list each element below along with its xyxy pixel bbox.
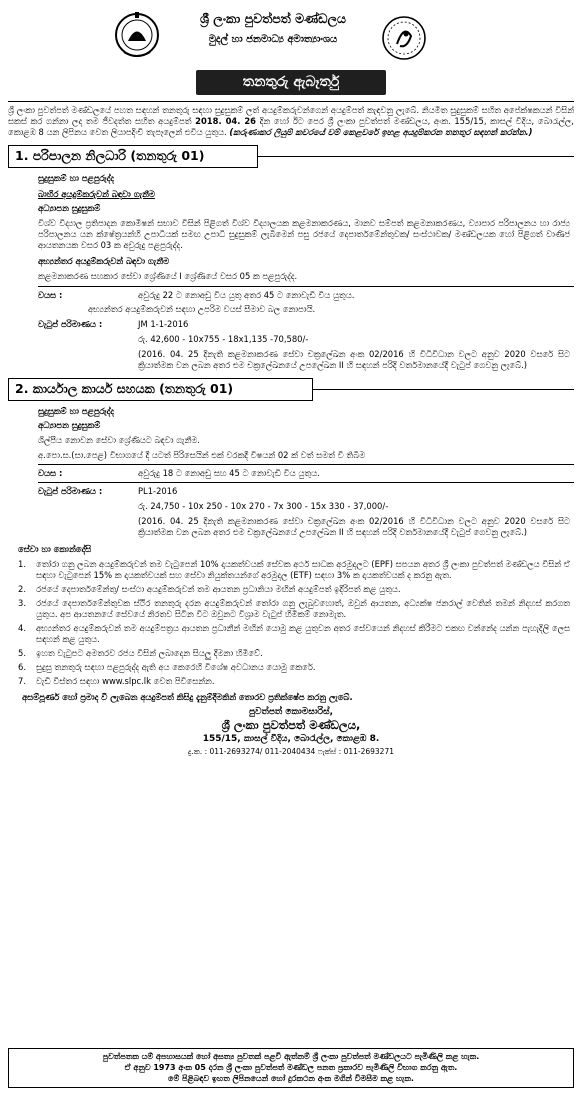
intro-line1: ශ්‍රී ලංකා පුවත්පත් මණ්ඩලයේ පහත සඳහන් තනතුරු සඳහා සුදුසුකම් ලත් අයදුම්කරුවන්ගෙන් අයදුම්පත් කැඳවනු ලැබේ. නියමිත සුදුසුකම් සහිත අපේක්ෂකයන් විසින් සකස් කර ගන්නා ලද තම ජීවදත්ත සහිත අයදුම්පත් — [8, 105, 574, 127]
list-item: 5. ඉහත වැටුපට අමතරව රජය විසින් ලබාදෙන සියලු දීමනා හිමිවේ. — [18, 648, 263, 659]
post1-salary-code: JM 1-1-2016 — [138, 318, 189, 329]
press-council-logo-icon — [380, 14, 428, 62]
post2-edu-heading: අධ්‍යාපන සුදුසුකම් — [38, 419, 101, 430]
post1-salary-row — [38, 319, 574, 330]
terms-list — [18, 559, 570, 688]
post2-age-row — [38, 464, 574, 479]
post2-salary-code: PL1-2016 — [138, 486, 178, 497]
list-item: 4. අභ්‍යන්තර අයදුම්කරුවන් තම අයදුම්පත්‍රය ආයතන ප්‍රධානීන් මඟින් යොමු කළ යුතුවන අතර සේවයෙන් නිදහස් කිරීමට එකඟ වන්නේද යන්න පැහැදිලි ලෙස සඳහන් කළ යුතුය. — [18, 623, 570, 645]
intro-paragraph — [8, 101, 574, 138]
post2-salary-row — [38, 482, 574, 497]
post2-edu-text2: අ.පො.ස.(සා.පෙළ) විභාගයේ දී යටත් පිරිසෙයින් එක් වරකදී විෂයන් 02 ක් වත් සමත් වී තිබීම — [38, 449, 366, 460]
post1-divider — [258, 156, 574, 157]
rejection-notice: අසම්පූර්ණ හෝ ප්‍රමාද වී ලැබෙන අයදුම්පත් කිසිදු දැනුම්දීමකින් තොරව ප්‍රතික්ෂේප කරනු ලැබේ. — [22, 692, 353, 703]
signature-block — [8, 707, 574, 758]
post2-salary-label: වැටුප් පරිමාණය : — [38, 486, 103, 497]
header — [8, 6, 574, 66]
contact-numbers: දු.ක. : 011-2693274/ 011-2040434 ෆැක්ස් : 011-2693271 — [188, 747, 394, 757]
complaint-footer — [8, 1048, 574, 1088]
footer-line3: මේ පිළිබඳව ඉහත ලිපිනයෙන් හෝ දුරකථන අංක මගින් විමසීම කළ හැක. — [168, 1073, 414, 1083]
post1-salary-scale: රු. 42,600 - 10x755 - 18x1,135 -70,580/- — [138, 333, 309, 344]
post2-salary-scale: රු. 24,750 - 10x 250 - 10x 270 - 7x 300 - 15x 330 - 37,000/- — [138, 501, 389, 512]
post1-edu-text: විශ්ව විද්‍යාල ප්‍රතිපාදන කොමිෂන් සභාව විසින් පිළිගත් විශ්ව විද්‍යාලයක කළමනාකරණය, මානව සම්පත් කළමනාකරණය, ව්‍යාපාර පරිපාලනය හා රාජ්‍ය පරිපාලනය යන ක්ෂේත්‍රයන්හි උපාධියක් සමඟ උපාධි සුදුසුකම් ලැබීමෙන් පසු රජයේ දෙපාර්තමේන්තුවක/ සංස්ථාවක/ මණ්ඩලයක හෝ පිළිගත් වාණිජ ආයතනයක වසර 03 ක අවුරුදු පළපුරුද්ද. — [38, 218, 570, 251]
ministry-name: මුදල් හා ජනමාධ්‍ය අමාත්‍යාංශය — [208, 34, 338, 45]
post1-edu-heading: අධ්‍යාපන සුදුසුකම් — [38, 202, 101, 213]
post1-salary-label: වැටුප් පරිමාණය : — [38, 318, 103, 329]
post1-internal-heading: අභ්‍යන්තර අයදුම්කරුවන් බඳවා ගැනීම — [38, 256, 170, 267]
list-item: 7. වැඩි විස්තර සඳහා www.slpc.lk වෙත පිවිසෙන්න. — [18, 676, 215, 687]
footer-line2: ඒ අනුව 1973 අංක 05 දරන ශ්‍රී ලංකා පුවත්පත් මණ්ඩල පනත ප්‍රකාරව පැමිණිලි විභාග කරනු ඇත. — [124, 1062, 458, 1072]
org-title: ශ්‍රී ලංකා පුවත්පත් මණ්ඩලය — [200, 11, 346, 26]
footer-line1: පුවත්පතක යම් අපහාසයක් හෝ අසත්‍ය පුවතක් පළවී ඇත්නම් ශ්‍රී ලංකා පුවත්පත් මණ්ඩලයට පැමිණිලි කළ හැක. — [102, 1052, 480, 1061]
terms-title: සේවා හා කොන්දේසි — [18, 544, 92, 555]
vacancies-banner: තනතුරු ඇබෑර්තු — [196, 70, 386, 95]
post2-divider — [313, 389, 574, 390]
post1-title: 1. පරිපාලන නිලධාරි (තනතුරු 01) — [8, 145, 258, 168]
post2-edu-text1: ශිල්පීය නොවන සේවා ශ්‍රේණියට බඳවා ගැනීම. — [38, 434, 200, 445]
post1-age-value: අවුරුදු 22 ට නොඅඩු විය යුතු අතර 45 ට නොවැඩි විය යුතුය. — [138, 289, 355, 300]
post2-title: 2. කාර්යාල කාර්ය සහයක (තනතුරු 01) — [8, 378, 313, 401]
signatory-title: පුවත්පත් කොමසාරිස්, — [248, 706, 334, 717]
list-item: 2. රජයේ දෙපාර්තමේන්තු/ සංස්ථා අයදුම්කරුවන් තම ආයතන ප්‍රධානියා මඟින් අයදුම්පත් ඉදිරිපත් කළ යුතුය. — [18, 583, 401, 594]
post2-salary-note: (2016. 04. 25 දිනැති කළමනාකරණ සේවා චක්‍රලේඛන අංක 02/2016 හි විධිවිධාන වලට අනුව 2020 වසරේ සිට ක්‍රියාත්මක වන ලබන අතර එම චක්‍රලේඛනයේ උපලේඛන II හි සඳහන් පරිදි වර්තමානයේදී වැටුප් ගෙවනු ලැබේ.) — [138, 516, 570, 538]
post1-age-row — [38, 286, 574, 301]
post2-heading — [8, 378, 574, 401]
signatory-address: 155/15, කාසල් වීදිය, බොරැල්ල, කොළඹ 8. — [202, 733, 380, 744]
list-item: 1. තෝරා ගනු ලබන අයදුම්කරුවන් තම වැටුපෙන් 10% දායකත්වයක් සේවක අර්ථ සාධක අරමුදලට (EPF) සපයන අතර ශ්‍රී ලංකා පුවත්පත් මණ්ඩලය විසින් ඒ සඳහා වැටුපෙන් 15% ක දායකත්වයක් සහ සේවා නියුක්තයන්ගේ අරමුදල (ETF) සඳහා 3% ක දායකත්වයක් ද කරනු ඇත. — [18, 558, 570, 580]
signatory-org: ශ්‍රී ලංකා පුවත්පත් මණ්ඩලය, — [221, 718, 361, 733]
closing-date: 2018. 04. 26 — [195, 116, 256, 127]
national-emblem-icon — [114, 8, 160, 62]
intro-line2: දින හෝ ඊට පෙර ශ්‍රී ලංකා පුවත්පත් මණ්ඩලය, අංක. 155/15, කාසල් වීදිය, බොරැල්ල, කොළඹ 8 යන ලිපිනය වෙත ලියාපදිංචි තැපෑලෙන් එවිය යුතුය. — [8, 116, 574, 138]
post1-internal-text: කළමනාකරණ සහකාර සේවා ශ්‍රේණියේ I ශ්‍රේණියේ වසර 05 ක පළපුරුද්ද. — [38, 271, 298, 282]
post1-heading — [8, 145, 574, 168]
post1-qual-heading: සුදුසුකම් හා පළපුරුද්ද — [38, 172, 114, 183]
post1-age-note: අභ්‍යන්තර අයදුම්කරුවන් සඳහා උපරිම වයස් සීමාව බල නොපායි. — [88, 303, 316, 314]
list-item: 6. සුදුසු තනතුරු සඳහා පළපුරුද්ද ඇති අය කෙරෙහි විශේෂ අවධානය යොමු කෙරේ. — [18, 662, 316, 673]
post1-external-heading: බාහිර අයදුම්කරුවන් බඳවා ගැනීම — [38, 188, 155, 199]
intro-note: (කරුණාකර ලියුම් කවරයේ වම් කෙළවරේ ඉහළ අයදුම්කරන තනතුර සඳහන් කරන්න.) — [229, 127, 533, 138]
post1-age-label: වයස : — [38, 289, 63, 300]
post2-age-label: වයස : — [38, 467, 63, 478]
post2-age-value: අවුරුදු 18 ට නොඅඩු සහ 45 ට නොවැඩි විය යුතුය. — [138, 467, 320, 478]
post1-salary-note: (2016. 04. 25 දිනැති කළමනාකරණ සේවා චක්‍රලේඛන අංක 02/2016 හි විධිවිධාන වලට අනුව 2020 වසරේ සිට ක්‍රියාත්මක වන ලබන අතර එම චක්‍රලේඛනයේ උපලේඛන II හි සඳහන් පරිදි වර්තමානයේදී වැටුප් ගෙවනු ලැබේ.) — [138, 348, 570, 370]
list-item: 3. රජයේ දෙපාර්තමේන්තුවක ස්ථිර තනතුරු දරන අයදුම්කරුවන් තෝරා ගනු ලැබුවහොත්, ඔවුන් ආයතන, අධ්‍යක්ෂ ජනරාල් වෙතින් තමන් නිදහස් කරගත යුතුය. අප ආයතනයේ සේවයේ නිරතව සිටින විට ඔවුනට විශ්‍රාම වැටුප් හිමිකම් නොමැත. — [18, 597, 570, 619]
post2-qual-heading: සුදුසුකම් හා පළපුරුද්ද — [38, 405, 114, 416]
